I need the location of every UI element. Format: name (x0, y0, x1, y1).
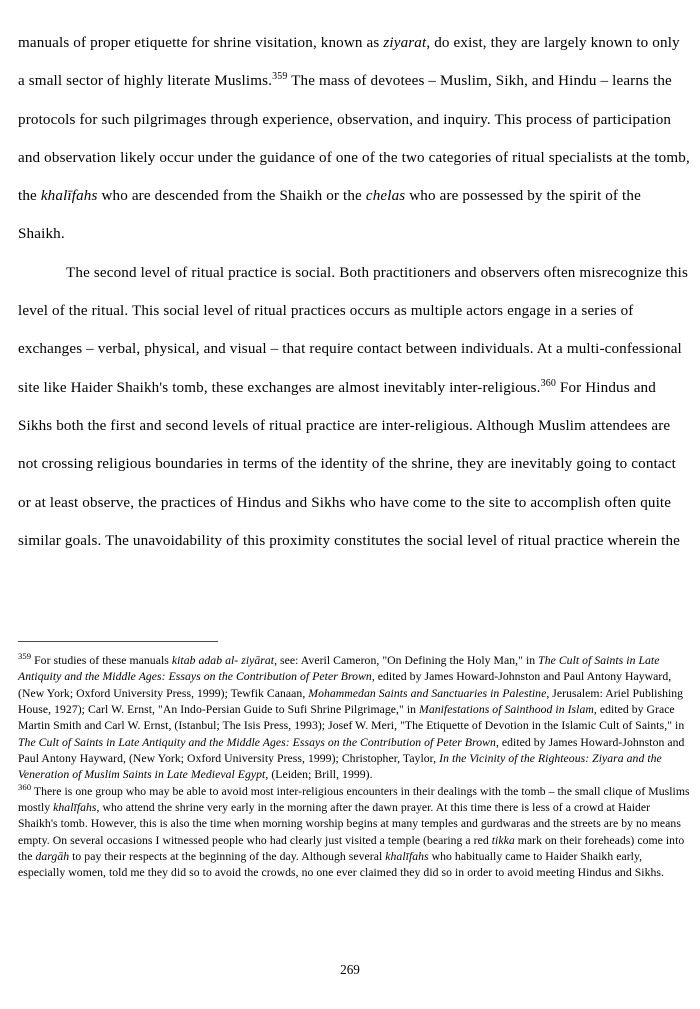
italic-term: khalīfahs (53, 801, 97, 815)
footnote-body (18, 785, 690, 880)
footnote-reference[interactable]: 359 (272, 71, 288, 83)
text-run: For Hindus and Sikhs both the first and second levels of ritual practice are inter-religious. Although Muslim attendees are not crossing religious boundaries in terms of the identity of the shrine, they are inevitably going to contact or at least observe, the practices of Hindus and Sikhs who have come to the site to accomplish often quite similar goals. The unavoidability of this proximity constitutes the social level of ritual practice wherein the (18, 379, 680, 549)
italic-term: ziyarat (383, 35, 427, 51)
text-run: , edited by James Howard-Johnston and Paul Antony Hayward, (New York; Oxford University Press, 1999); Christopher, Taylor, (18, 735, 685, 766)
footnote-separator-rule (18, 641, 218, 642)
text-run: , do exist, they are largely known to only a small sector of highly literate Muslims. (18, 35, 680, 90)
text-run: to pay their respects at the beginning of the day. Although several (69, 850, 386, 864)
footnote (18, 653, 690, 784)
footnote-body (18, 654, 684, 781)
text-run: who are descended from the Shaikh or the (97, 188, 366, 205)
text-run: , edited by Grace Martin Smith and Carl W. Ernst, (Istanbul; The Isis Press, 1993); Josef W. Meri, "The Etiquette of Devotion in the Islamic Cult of Saints," in (18, 703, 685, 733)
text-run: There is one group who may be able to avoid most inter-religious encounters in their dealings with the tomb – the small clique of Muslims mostly (18, 784, 690, 815)
italic-term: chelas (365, 188, 406, 205)
page-number: 269 (340, 962, 360, 977)
italic-term: Mohammedan Saints and Sanctuaries in Palestine (308, 686, 547, 700)
body-paragraph (18, 254, 690, 560)
text-run: , see: Averil Cameron, "On Defining the Holy Man," in (274, 654, 539, 667)
italic-term: Manifestations of Sainthood in Islam (419, 703, 594, 717)
footnote-area (18, 641, 690, 882)
text-run: who habitually came to Haider Shaikh early, especially women, told me they did so to avoid the crowds, no one ever claimed they did so in order to avoid meeting Hindus and Sikhs. (18, 850, 664, 880)
text-run: The mass of devotees – Muslim, Sikh, and Hindu – learns the protocols for such pilgrimages through experience, observation, and inquiry. This process of participation and observation likely occur under the guidance of one of the two categories of ritual specialists at the tomb, the (18, 73, 690, 205)
italic-term: dargāh (35, 850, 70, 864)
footnote-number: 360 (18, 781, 32, 792)
text-run: , edited by James Howard-Johnston and Paul Antony Hayward, (New York; Oxford University Press, 1999); Tewfik Canaan, (18, 670, 672, 700)
text-run: who are possessed by the spirit of the Shaikh. (18, 188, 641, 243)
text-run: For studies of these manuals (34, 654, 172, 667)
italic-term: kitab adab al- ziyārat (171, 654, 275, 667)
text-run: manuals of proper etiquette for shrine visitation, known as (18, 35, 384, 51)
body-text-area (18, 24, 690, 560)
italic-term: In the Vicinity of the Righteous: Ziyara and the Veneration of Muslim Saints in Late Medieval Egypt (18, 752, 662, 782)
text-run: , who attend the shrine very early in the morning after the dawn prayer. At this time there is less of a crowd at Haider Shaikh's tomb. However, this is also the time when morning worship begins at many temples and gurdwaras and the streets are by no means empty. On several occasions I witnessed people who had clearly just visited a temple (bearing a red (18, 801, 681, 847)
text-run: , Jerusalem: Ariel Publishing House, 1927); Carl W. Ernst, "An Indo-Persian Guide to Sufi Shrine Pilgrimage," in (18, 686, 684, 717)
footnote-reference[interactable]: 360 (540, 377, 556, 389)
italic-term: tikka (491, 833, 515, 847)
text-run: mark on their foreheads) come into the (18, 833, 685, 864)
text-run: , (Leiden; Brill, 1999). (265, 768, 373, 782)
body-paragraph (18, 24, 690, 254)
italic-term: khalīfahs (40, 188, 98, 205)
italic-term: The Cult of Saints in Late Antiquity and the Middle Ages: Essays on the Contribution of Peter Brown (18, 654, 660, 684)
text-run: The second level of ritual practice is social. Both practitioners and observers often misrecognize this level of the ritual. This social level of ritual practices occurs as multiple actors engage in a series of exchanges – verbal, physical, and visual – that require contact between individuals. At a multi-confessional site like Haider Shaikh's tomb, these exchanges are almost inevitably inter-religious. (18, 264, 689, 396)
footnote (18, 781, 690, 882)
italic-term: The Cult of Saints in Late Antiquity and the Middle Ages: Essays on the Contribution of Peter Brown (18, 735, 496, 749)
footnote-number: 359 (18, 651, 32, 662)
italic-term: khalīfahs (385, 850, 429, 864)
